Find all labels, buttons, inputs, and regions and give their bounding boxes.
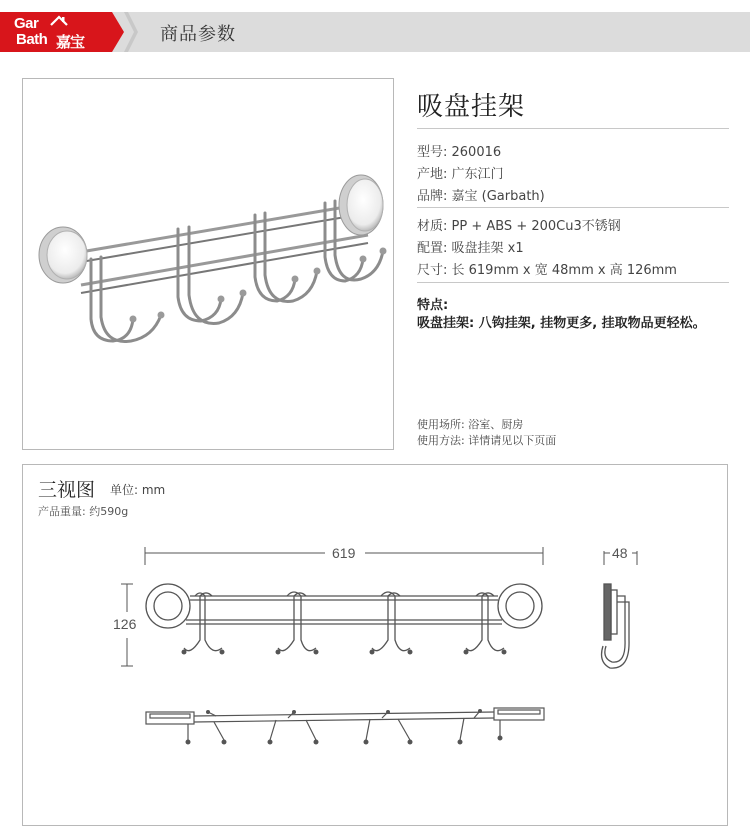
product-material: 材质: PP + ABS + 200Cu3不锈钢 <box>417 219 621 234</box>
logo-text-bath: Bath <box>16 31 48 48</box>
length-dimension: 619 <box>332 545 356 561</box>
product-weight: 产品重量: 约590g <box>38 505 129 518</box>
front-view <box>146 584 542 651</box>
feature-description: 吸盘挂架: 八钩挂架, 挂物更多, 挂取物品更轻松。 <box>417 316 706 331</box>
product-brand: 品牌: 嘉宝 (Garbath) <box>417 189 545 204</box>
width-dimension: 48 <box>612 545 628 561</box>
logo-text-gar: Gar <box>14 15 39 32</box>
side-view <box>602 584 630 668</box>
section-title: 商品参数 <box>160 24 236 45</box>
product-origin: 产地: 广东江门 <box>417 167 504 182</box>
usage-method: 使用方法: 详情请见以下页面 <box>417 434 557 447</box>
product-name: 吸盘挂架 <box>417 92 526 122</box>
views-unit: 单位: mm <box>110 483 166 497</box>
logo-text-cn: 嘉宝 <box>56 33 85 51</box>
product-config: 配置: 吸盘挂架 x1 <box>417 241 524 256</box>
usage-place: 使用场所: 浴室、厨房 <box>417 418 524 431</box>
top-view <box>146 708 544 740</box>
height-dimension: 126 <box>113 616 137 632</box>
product-size: 尺寸: 长 619mm x 宽 48mm x 高 126mm <box>417 263 677 278</box>
views-title: 三视图 <box>38 479 96 501</box>
product-model: 型号: 260016 <box>417 145 502 160</box>
feature-title: 特点: <box>417 298 449 313</box>
